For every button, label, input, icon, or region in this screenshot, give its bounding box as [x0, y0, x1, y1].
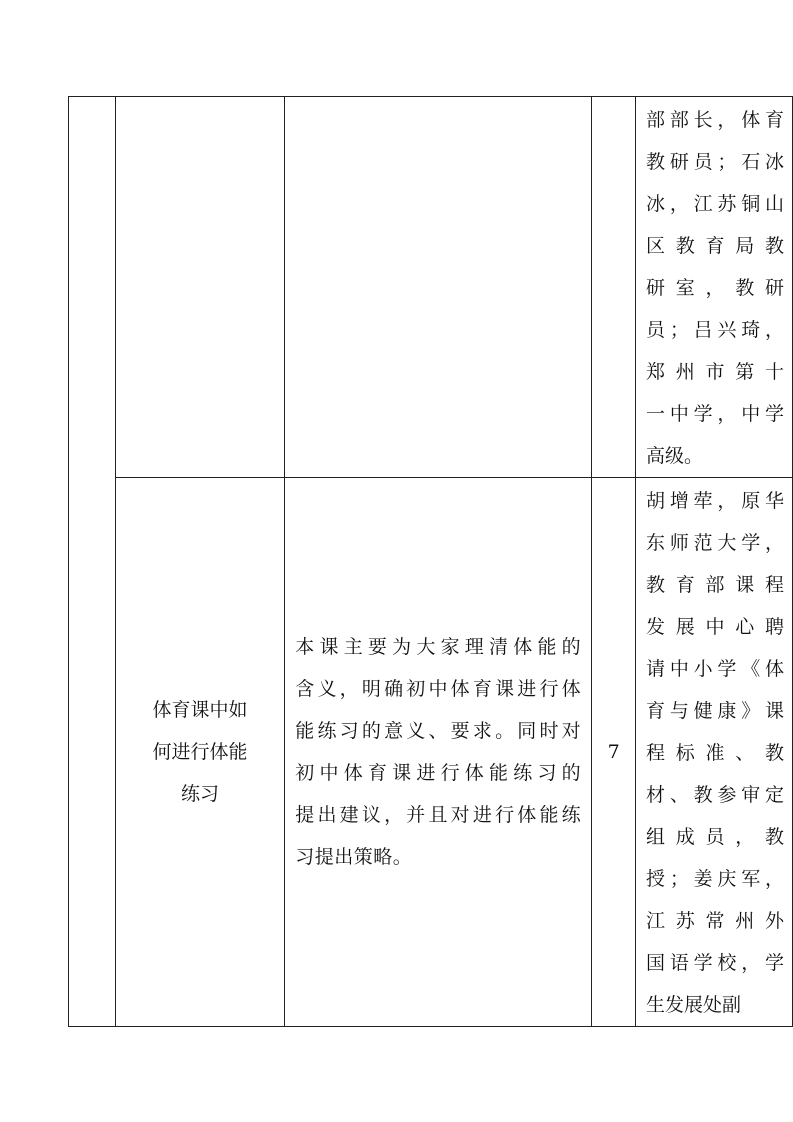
- author-line: 育与健康》课: [646, 700, 784, 722]
- number-cell: [592, 478, 636, 1027]
- author-line: 部部长，体育: [646, 109, 784, 131]
- description-line: 初中体育课进行体能练习的: [295, 762, 582, 784]
- author-line: 教研员；石冰: [646, 151, 784, 173]
- author-line: 材、教参审定: [646, 784, 784, 806]
- title-cell: [115, 97, 284, 478]
- course-table: [68, 96, 793, 1027]
- number-value: 7: [607, 741, 620, 763]
- table-row: [69, 478, 793, 1027]
- author-line: 组 成 员 ， 教: [646, 826, 784, 848]
- author-cell: [636, 97, 793, 478]
- description-line: 习提出策略。: [295, 846, 413, 868]
- author-line: 郑 州 市 第 十: [646, 361, 784, 383]
- author-line: 生发展处副: [646, 994, 742, 1016]
- author-line: 教 育 部 课 程: [646, 574, 784, 596]
- description-line: 本课主要为大家理清体能的: [295, 636, 582, 658]
- author-cell: [636, 478, 793, 1027]
- number-cell: [592, 97, 636, 478]
- author-line: 程 标 准 、 教: [646, 742, 784, 764]
- title-cell: [115, 478, 284, 1027]
- index-cell: [69, 97, 116, 1027]
- description-line: 能练习的意义、要求。同时对: [295, 720, 582, 742]
- author-line: 员；吕兴琦，: [646, 319, 784, 341]
- author-line: 胡增荦，原华: [646, 490, 784, 512]
- description-line: 提出建议，并且对进行体能练: [295, 804, 582, 826]
- author-line: 一中学，中学: [646, 403, 784, 425]
- title-line: 体育课中如: [152, 699, 248, 721]
- author-line: 高级。: [646, 445, 704, 467]
- author-line: 请中小学《体: [646, 658, 784, 680]
- author-line: 授；姜庆军，: [646, 868, 784, 890]
- table-row: [69, 97, 793, 478]
- author-line: 江 苏 常 州 外: [646, 910, 784, 932]
- author-line: 区 教 育 局 教: [646, 235, 784, 257]
- author-line: 研 室 ， 教 研: [646, 277, 784, 299]
- description-cell: [285, 478, 592, 1027]
- title-line: 练习: [181, 783, 220, 805]
- author-line: 发 展 中 心 聘: [646, 616, 784, 638]
- author-line: 冰，江苏铜山: [646, 193, 784, 215]
- author-line: 东师范大学，: [646, 532, 784, 554]
- description-line: 含义，明确初中体育课进行体: [295, 678, 582, 700]
- description-cell: [285, 97, 592, 478]
- author-line: 国语学校，学: [646, 952, 784, 974]
- title-line: 何进行体能: [152, 741, 248, 763]
